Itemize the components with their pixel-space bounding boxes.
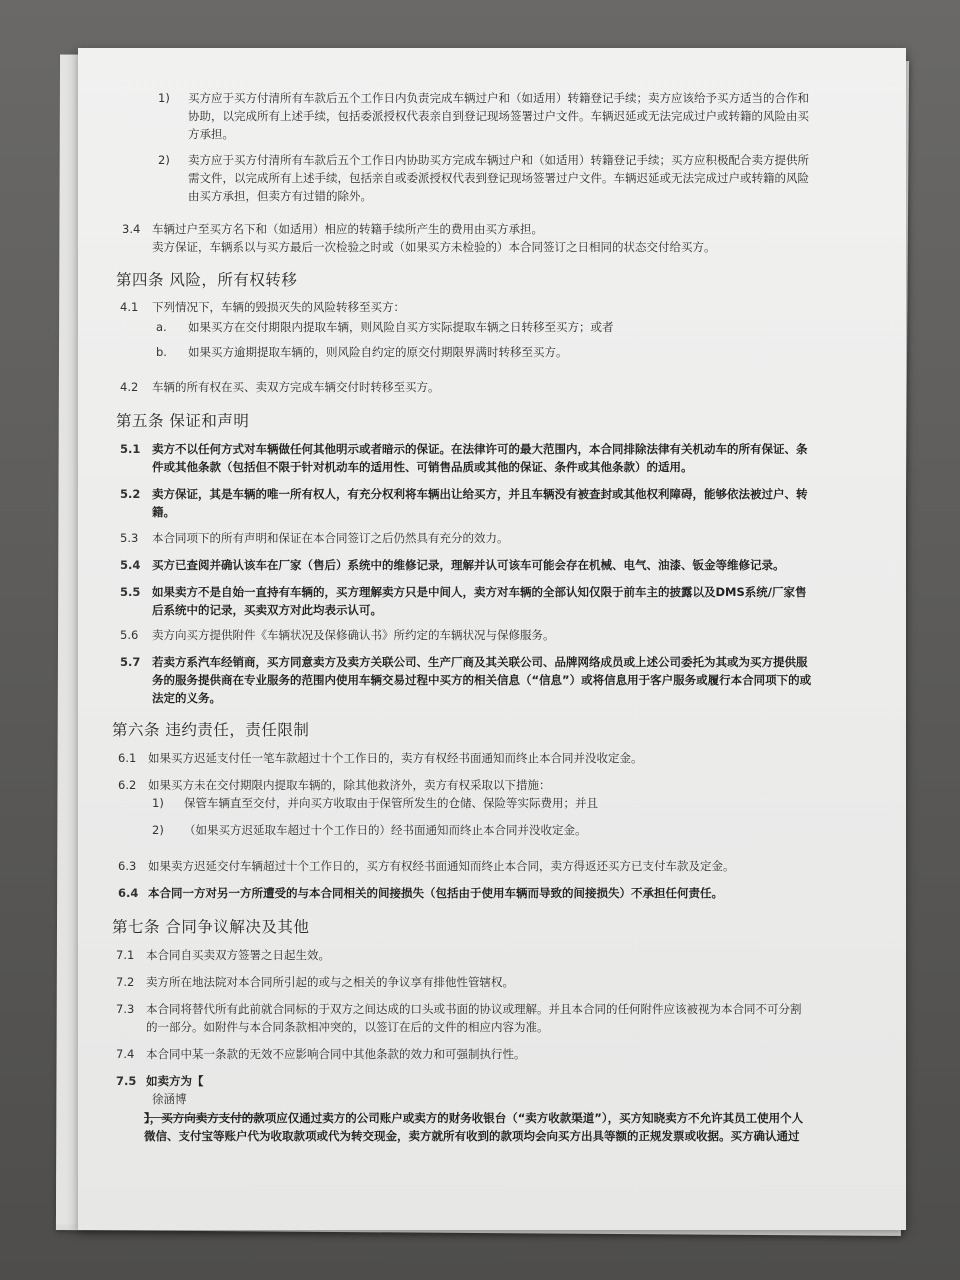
clause-text-line: 如果买方迟延支付任一笔车款超过十个工作日的，卖方有权经书面通知而终止本合同并没收定金。 <box>148 751 643 765</box>
clause-number: 1) <box>152 796 164 810</box>
clause-text-line: 卖方不以任何方式对车辆做任何其他明示或者暗示的保证。在法律许可的最大范围内，本合同排除法律有关机动车的所有保证、条 <box>152 442 808 456</box>
clause-text-line: 卖方所在地法院对本合同所引起的或与之相关的争议享有排他性管辖权。 <box>146 975 514 989</box>
clause-number: 7.5 <box>116 1074 137 1088</box>
clause-text-line: 微信、支付宝等账户代为收取款项或代为转交现金，卖方就所有收到的款项均会向买方出具等额的正规发票或收据。买方确认通过 <box>144 1129 800 1143</box>
clause-text-line: 如果买方逾期提取车辆的，则风险自约定的原交付期限界满时转移至买方。 <box>188 345 568 359</box>
clause-number: 4.1 <box>120 300 139 314</box>
clause-number: 5.1 <box>120 442 141 456</box>
clause-text-line: 法定的义务。 <box>152 691 221 705</box>
clause-number: 7.4 <box>116 1047 135 1061</box>
clause-text-line: 本合同一方对另一方所遭受的与本合同相关的间接损失（包括由于使用车辆而导致的间接损失）不承担任何责任。 <box>148 886 723 900</box>
clause-text-line: 本合同自买卖双方签署之日起生效。 <box>146 948 330 962</box>
clause-number: 7.2 <box>116 975 135 989</box>
clause-number: 5.4 <box>120 558 141 572</box>
clause-text-line: 如果卖方不是自始一直持有车辆的，买方理解卖方只是中间人，卖方对车辆的全部认知仅限于前车主的披露以及DMS系统/厂家售 <box>152 585 807 599</box>
clause-text-line: 务的服务提供商在专业服务的范围内使用车辆交易过程中买方的相关信息（“信息”）或将信息用于客户服务或履行本合同项下的或 <box>152 673 812 687</box>
clause-text-line: 如卖方为【 <box>146 1074 204 1088</box>
clause-text-line: （如果买方迟延取车超过十个工作日的）经书面通知而终止本合同并没收定金。 <box>184 823 587 837</box>
clause-text-line: 徐涵博 <box>152 1092 187 1106</box>
clause-number: 5.2 <box>120 487 141 501</box>
clause-text-line: 本合同中某一条款的无效不应影响合同中其他条款的效力和可强制执行性。 <box>146 1047 526 1061</box>
clause-number: 7.3 <box>116 1002 135 1016</box>
clause-text-line: 如果买方未在交付期限内提取车辆的，除其他救济外，卖方有权采取以下措施： <box>148 778 551 792</box>
clause-number: 6.4 <box>118 886 139 900</box>
clause-text-line: 车辆过户至买方名下和（如适用）相应的转籍手续所产生的费用由买方承担。 <box>152 222 543 236</box>
clause-text-line: 件或其他条款（包括但不限于针对机动车的适用性、可销售品质或其他的保证、条件或其他条款）的适用。 <box>152 460 693 474</box>
clause-text-line: 卖方向买方提供附件《车辆状况及保修确认书》所约定的车辆状况与保修服务。 <box>152 628 555 642</box>
clause-number: 2) <box>152 823 164 837</box>
contract-page <box>78 48 906 1230</box>
clause-number: 6.3 <box>118 859 137 873</box>
clause-text-line: 若卖方系汽车经销商，买方同意卖方及卖方关联公司、生产厂商及其关联公司、品牌网络成员或上述公司委托为其或为买方提供服 <box>152 655 808 669</box>
clause-number: 5.6 <box>120 628 139 642</box>
clause-number: 2) <box>158 153 170 167</box>
clause-text-line: 本合同将替代所有此前就合同标的于双方之间达成的口头或书面的协议或理解。并且本合同的任何附件应该被视为本合同不可分割 <box>146 1002 802 1016</box>
clause-text-line: 如果卖方迟延交付车辆超过十个工作日的，买方有权经书面通知而终止本合同，卖方得返还买方已支付车款及定金。 <box>148 859 735 873</box>
clause-text-line: 买方应于买方付清所有车款后五个工作日内负责完成车辆过户和（如适用）转籍登记手续；卖方应该给予买方适当的合作和 <box>188 91 809 105</box>
clause-number: 6.2 <box>118 778 137 792</box>
clause-text-line: 协助，以完成所有上述手续，包括委派授权代表亲自到登记现场签署过户文件。车辆迟延或无法完成过户或转籍的风险由买 <box>188 109 809 123</box>
clause-text-line: 】，买方向卖方支付的款项应仅通过卖方的公司账户或卖方的财务收银台（“卖方收款渠道”），买方知晓卖方不允许其员工使用个人 <box>144 1111 804 1125</box>
clause-text-line: 下列情况下，车辆的毁损灭失的风险转移至买方： <box>152 300 405 314</box>
clause-number: 5.5 <box>120 585 141 599</box>
section-heading: 第五条 保证和声明 <box>116 412 250 430</box>
clause-text-line: 卖方应于买方付清所有车款后五个工作日内协助买方完成车辆过户和（如适用）转籍登记手续；买方应积极配合卖方提供所 <box>188 153 809 167</box>
clause-text-line: 籍。 <box>152 505 175 519</box>
clause-number: 5.7 <box>120 655 141 669</box>
section-heading: 第七条 合同争议解决及其他 <box>112 918 310 936</box>
clause-number: 5.3 <box>120 531 139 545</box>
clause-text-line: 买方已查阅并确认该车在厂家（售后）系统中的维修记录，理解并认可该车可能会存在机械、电气、油漆、钣金等维修记录。 <box>152 558 785 572</box>
clause-number: 6.1 <box>118 751 137 765</box>
clause-text-line: 需文件，以完成所有上述手续，包括亲自或委派授权代表到登记现场签署过户文件。车辆迟延或无法完成过户或转籍的风险 <box>188 171 809 185</box>
section-heading: 第六条 违约责任，责任限制 <box>112 721 310 739</box>
clause-number: 4.2 <box>120 380 139 394</box>
clause-number: a. <box>156 320 167 334</box>
clause-text-line: 卖方保证，车辆系以与买方最后一次检验之时或（如果买方未检验的）本合同签订之日相同的状态交付给买方。 <box>152 240 716 254</box>
clause-number: 1) <box>158 91 170 105</box>
clause-text-line: 车辆的所有权在买、卖双方完成车辆交付时转移至买方。 <box>152 380 440 394</box>
clause-number: 3.4 <box>122 222 141 236</box>
clause-text-line: 本合同项下的所有声明和保证在本合同签订之后仍然具有充分的效力。 <box>152 531 509 545</box>
clause-text-line: 如果买方在交付期限内提取车辆，则风险自买方实际提取车辆之日转移至买方；或者 <box>188 320 614 334</box>
clause-text-line: 保管车辆直至交付，并向买方收取由于保管所发生的仓储、保险等实际费用；并且 <box>184 796 598 810</box>
clause-text-line: 方承担。 <box>188 127 234 141</box>
section-heading: 第四条 风险，所有权转移 <box>116 271 298 289</box>
clause-number: 7.1 <box>116 948 135 962</box>
clause-text-line: 后系统中的记录，买卖双方对此均表示认可。 <box>152 603 382 617</box>
clause-text-line: 由买方承担，但卖方有过错的除外。 <box>188 189 372 203</box>
clause-text-line: 卖方保证，其是车辆的唯一所有权人，有充分权利将车辆出让给买方，并且车辆没有被查封或其他权利障碍，能够依法被过户、转 <box>152 487 808 501</box>
clause-number: b. <box>156 345 167 359</box>
clause-text-line: 的一部分。如附件与本合同条款相冲突的，以签订在后的文件的相应内容为准。 <box>146 1020 549 1034</box>
